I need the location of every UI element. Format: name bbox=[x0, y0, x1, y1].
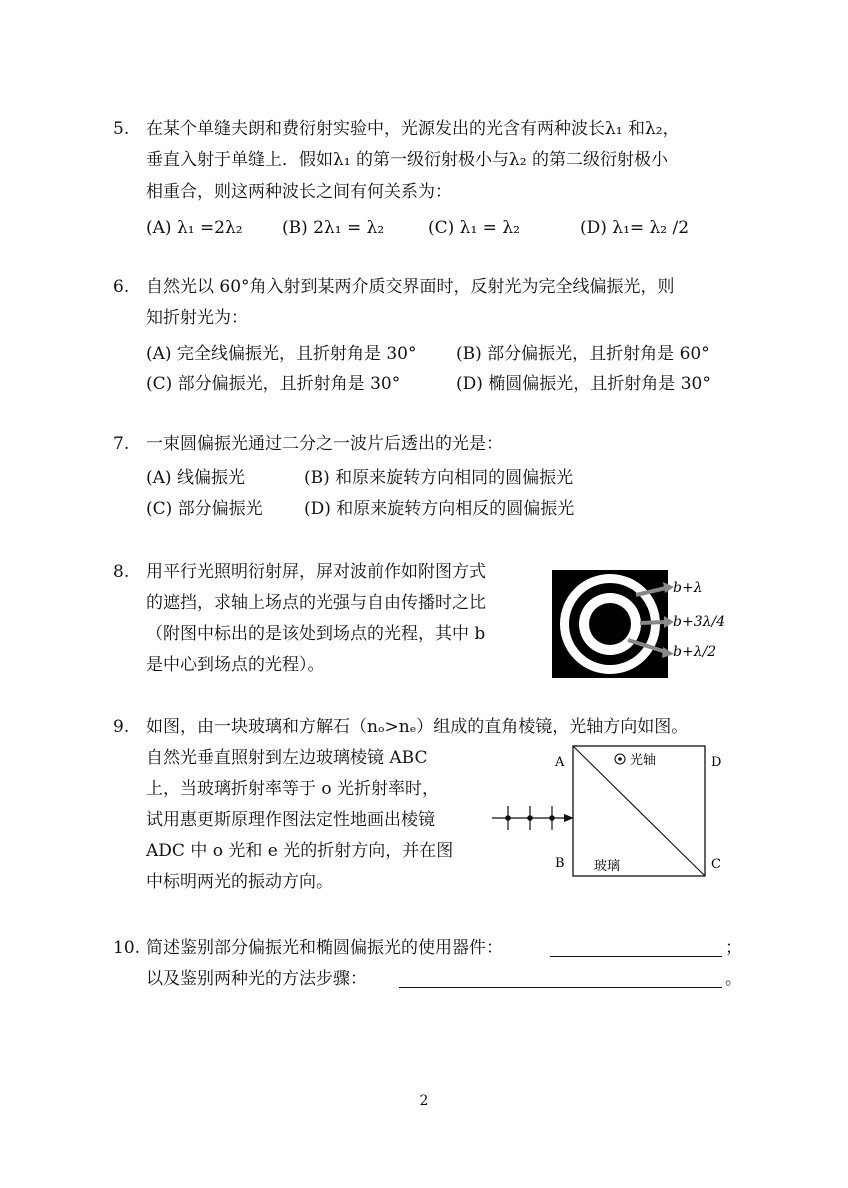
question-text-line: 如图，由一块玻璃和方解石（nₒ>nₑ）组成的直角棱镜，光轴方向如图。 bbox=[146, 717, 689, 737]
page-number: 2 bbox=[419, 1093, 429, 1109]
option-b: (B) 部分偏振光，且折射角是 60° bbox=[456, 344, 710, 364]
option-b: (B) 2λ₁ = λ₂ bbox=[282, 218, 385, 238]
glass-label: 玻璃 bbox=[594, 859, 621, 874]
option-a: (A) λ₁ =2λ₂ bbox=[146, 218, 243, 238]
question-text-line: 上，当玻璃折射率等于 o 光折射率时， bbox=[146, 779, 440, 799]
corner-c-label: C bbox=[711, 857, 721, 872]
center-block bbox=[589, 603, 631, 645]
answer-blank-2[interactable] bbox=[399, 969, 722, 988]
question-text-line: 知折射光为： bbox=[146, 308, 248, 328]
line-end-punctuation: 。 bbox=[725, 969, 742, 989]
question-number: 5. bbox=[113, 119, 130, 139]
option-c: (C) 部分偏振光 bbox=[146, 499, 263, 519]
question-number: 10. bbox=[113, 938, 141, 958]
arrow-2 bbox=[640, 622, 666, 623]
path-label-1: b+λ bbox=[673, 580, 703, 596]
corner-a-label: A bbox=[555, 755, 565, 770]
question-text-line: 在某个单缝夫朗和费衍射实验中，光源发出的光含有两种波长λ₁ 和λ₂， bbox=[146, 119, 680, 139]
optic-axis-label: 光轴 bbox=[630, 753, 657, 768]
polarization-dot bbox=[549, 815, 555, 821]
question-number: 7. bbox=[113, 434, 130, 454]
polarization-dot bbox=[505, 815, 511, 821]
polarization-dot bbox=[527, 815, 533, 821]
question-text-line: 中标明两光的振动方向。 bbox=[146, 872, 333, 892]
option-c: (C) 部分偏振光，且折射角是 30° bbox=[146, 374, 401, 394]
option-b: (B) 和原来旋转方向相同的圆偏振光 bbox=[304, 468, 574, 488]
question-text-line: 用平行光照明衍射屏，屏对波前作如附图方式 bbox=[146, 562, 486, 582]
question-text-line: 是中心到场点的光程）。 bbox=[146, 655, 325, 675]
corner-b-label: B bbox=[555, 856, 565, 871]
question-text-line: 试用惠更斯原理作图法定性地画出棱镜 bbox=[146, 810, 435, 830]
question-text-line: ADC 中 o 光和 e 光的折射方向，并在图 bbox=[146, 841, 454, 861]
option-c: (C) λ₁ = λ₂ bbox=[428, 218, 520, 238]
option-d: (D) 椭圆偏振光，且折射角是 30° bbox=[456, 374, 711, 394]
path-label-3: b+λ/2 bbox=[673, 644, 717, 660]
optic-axis-dot bbox=[618, 757, 622, 761]
question-text-line: 相重合，则这两种波长之间有何关系为： bbox=[146, 182, 452, 202]
question-text-line: 垂直入射于单缝上．假如λ₁ 的第一级衍射极小与λ₂ 的第二级衍射极小 bbox=[146, 150, 668, 170]
path-label-2: b+3λ/4 bbox=[673, 614, 726, 630]
question-text-line: 简述鉴别部分偏振光和椭圆偏振光的使用器件： bbox=[146, 938, 503, 958]
corner-d-label: D bbox=[711, 755, 722, 770]
question-text-line: 自然光垂直照射到左边玻璃棱镜 ABC bbox=[146, 748, 428, 768]
question-number: 6. bbox=[113, 277, 130, 297]
option-d: (D) λ₁= λ₂ /2 bbox=[580, 218, 690, 238]
question-text-line: 以及鉴别两种光的方法步骤： bbox=[146, 969, 367, 989]
question-text-line: 自然光以 60°角入射到某两介质交界面时，反射光为完全线偏振光，则 bbox=[146, 277, 675, 297]
line-end-punctuation: ； bbox=[725, 938, 742, 958]
question-text-line: 的遮挡，求轴上场点的光强与自由传播时之比 bbox=[146, 593, 486, 613]
question-text-line: （附图中标出的是该处到场点的光程，其中 b bbox=[146, 624, 486, 644]
option-d: (D) 和原来旋转方向相反的圆偏振光 bbox=[304, 499, 575, 519]
diffraction-screen-figure bbox=[552, 568, 742, 680]
question-number: 9. bbox=[113, 717, 130, 737]
question-number: 8. bbox=[113, 562, 130, 582]
answer-blank-1[interactable] bbox=[550, 938, 722, 957]
option-a: (A) 完全线偏振光，且折射角是 30° bbox=[146, 344, 417, 364]
question-text-line: 一束圆偏振光通过二分之一波片后透出的光是： bbox=[146, 434, 503, 454]
prism-figure bbox=[490, 742, 740, 882]
option-a: (A) 线偏振光 bbox=[146, 468, 245, 488]
